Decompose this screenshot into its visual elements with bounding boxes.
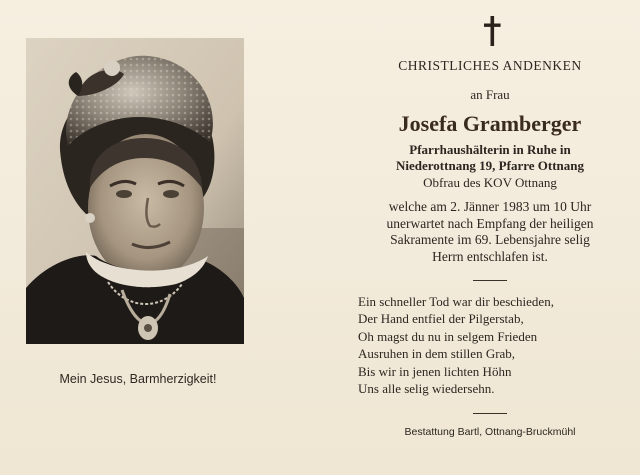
divider xyxy=(473,413,507,414)
portrait-photo xyxy=(26,38,244,344)
notice-line: unerwartet nach Empfang der heiligen xyxy=(386,215,594,231)
role-description xyxy=(334,142,640,174)
role-line: Niederottnang 19, Pfarre Ottnang xyxy=(396,158,584,173)
death-notice xyxy=(334,199,640,265)
photo-caption: Mein Jesus, Barmherzigkeit! xyxy=(59,372,217,386)
memorial-verse xyxy=(334,293,640,397)
verse-line: Der Hand entfiel der Pilgerstab, xyxy=(358,311,524,327)
verse-line: Uns alle selig wiedersehn. xyxy=(358,381,495,397)
role-line: Pfarrhaushälterin in Ruhe in xyxy=(409,142,571,157)
funeral-home: Bestattung Bartl, Ottnang-Bruckmühl xyxy=(404,426,576,439)
deceased-name: Josefa Gramberger xyxy=(398,111,582,136)
divider xyxy=(473,280,507,281)
card-heading: CHRISTLICHES ANDENKEN xyxy=(398,58,582,73)
verse-line: Oh magst du nu in selgem Frieden xyxy=(358,328,538,344)
kov-line: Obfrau des KOV Ottnang xyxy=(423,175,557,190)
verse-line: Ausruhen in dem stillen Grab, xyxy=(358,346,516,362)
verse-line: Ein schneller Tod war dir beschieden, xyxy=(358,294,554,309)
verse-line: Bis wir in jenen lichten Höhn xyxy=(358,363,512,379)
obituary-text xyxy=(334,56,640,439)
cross-icon xyxy=(478,14,506,48)
notice-line: Sakramente im 69. Lebensjahre selig xyxy=(390,232,590,247)
salutation: an Frau xyxy=(470,87,510,102)
notice-line: Herrn entschlafen ist. xyxy=(432,248,548,264)
notice-line: welche am 2. Jänner 1983 um 10 Uhr xyxy=(388,199,592,214)
